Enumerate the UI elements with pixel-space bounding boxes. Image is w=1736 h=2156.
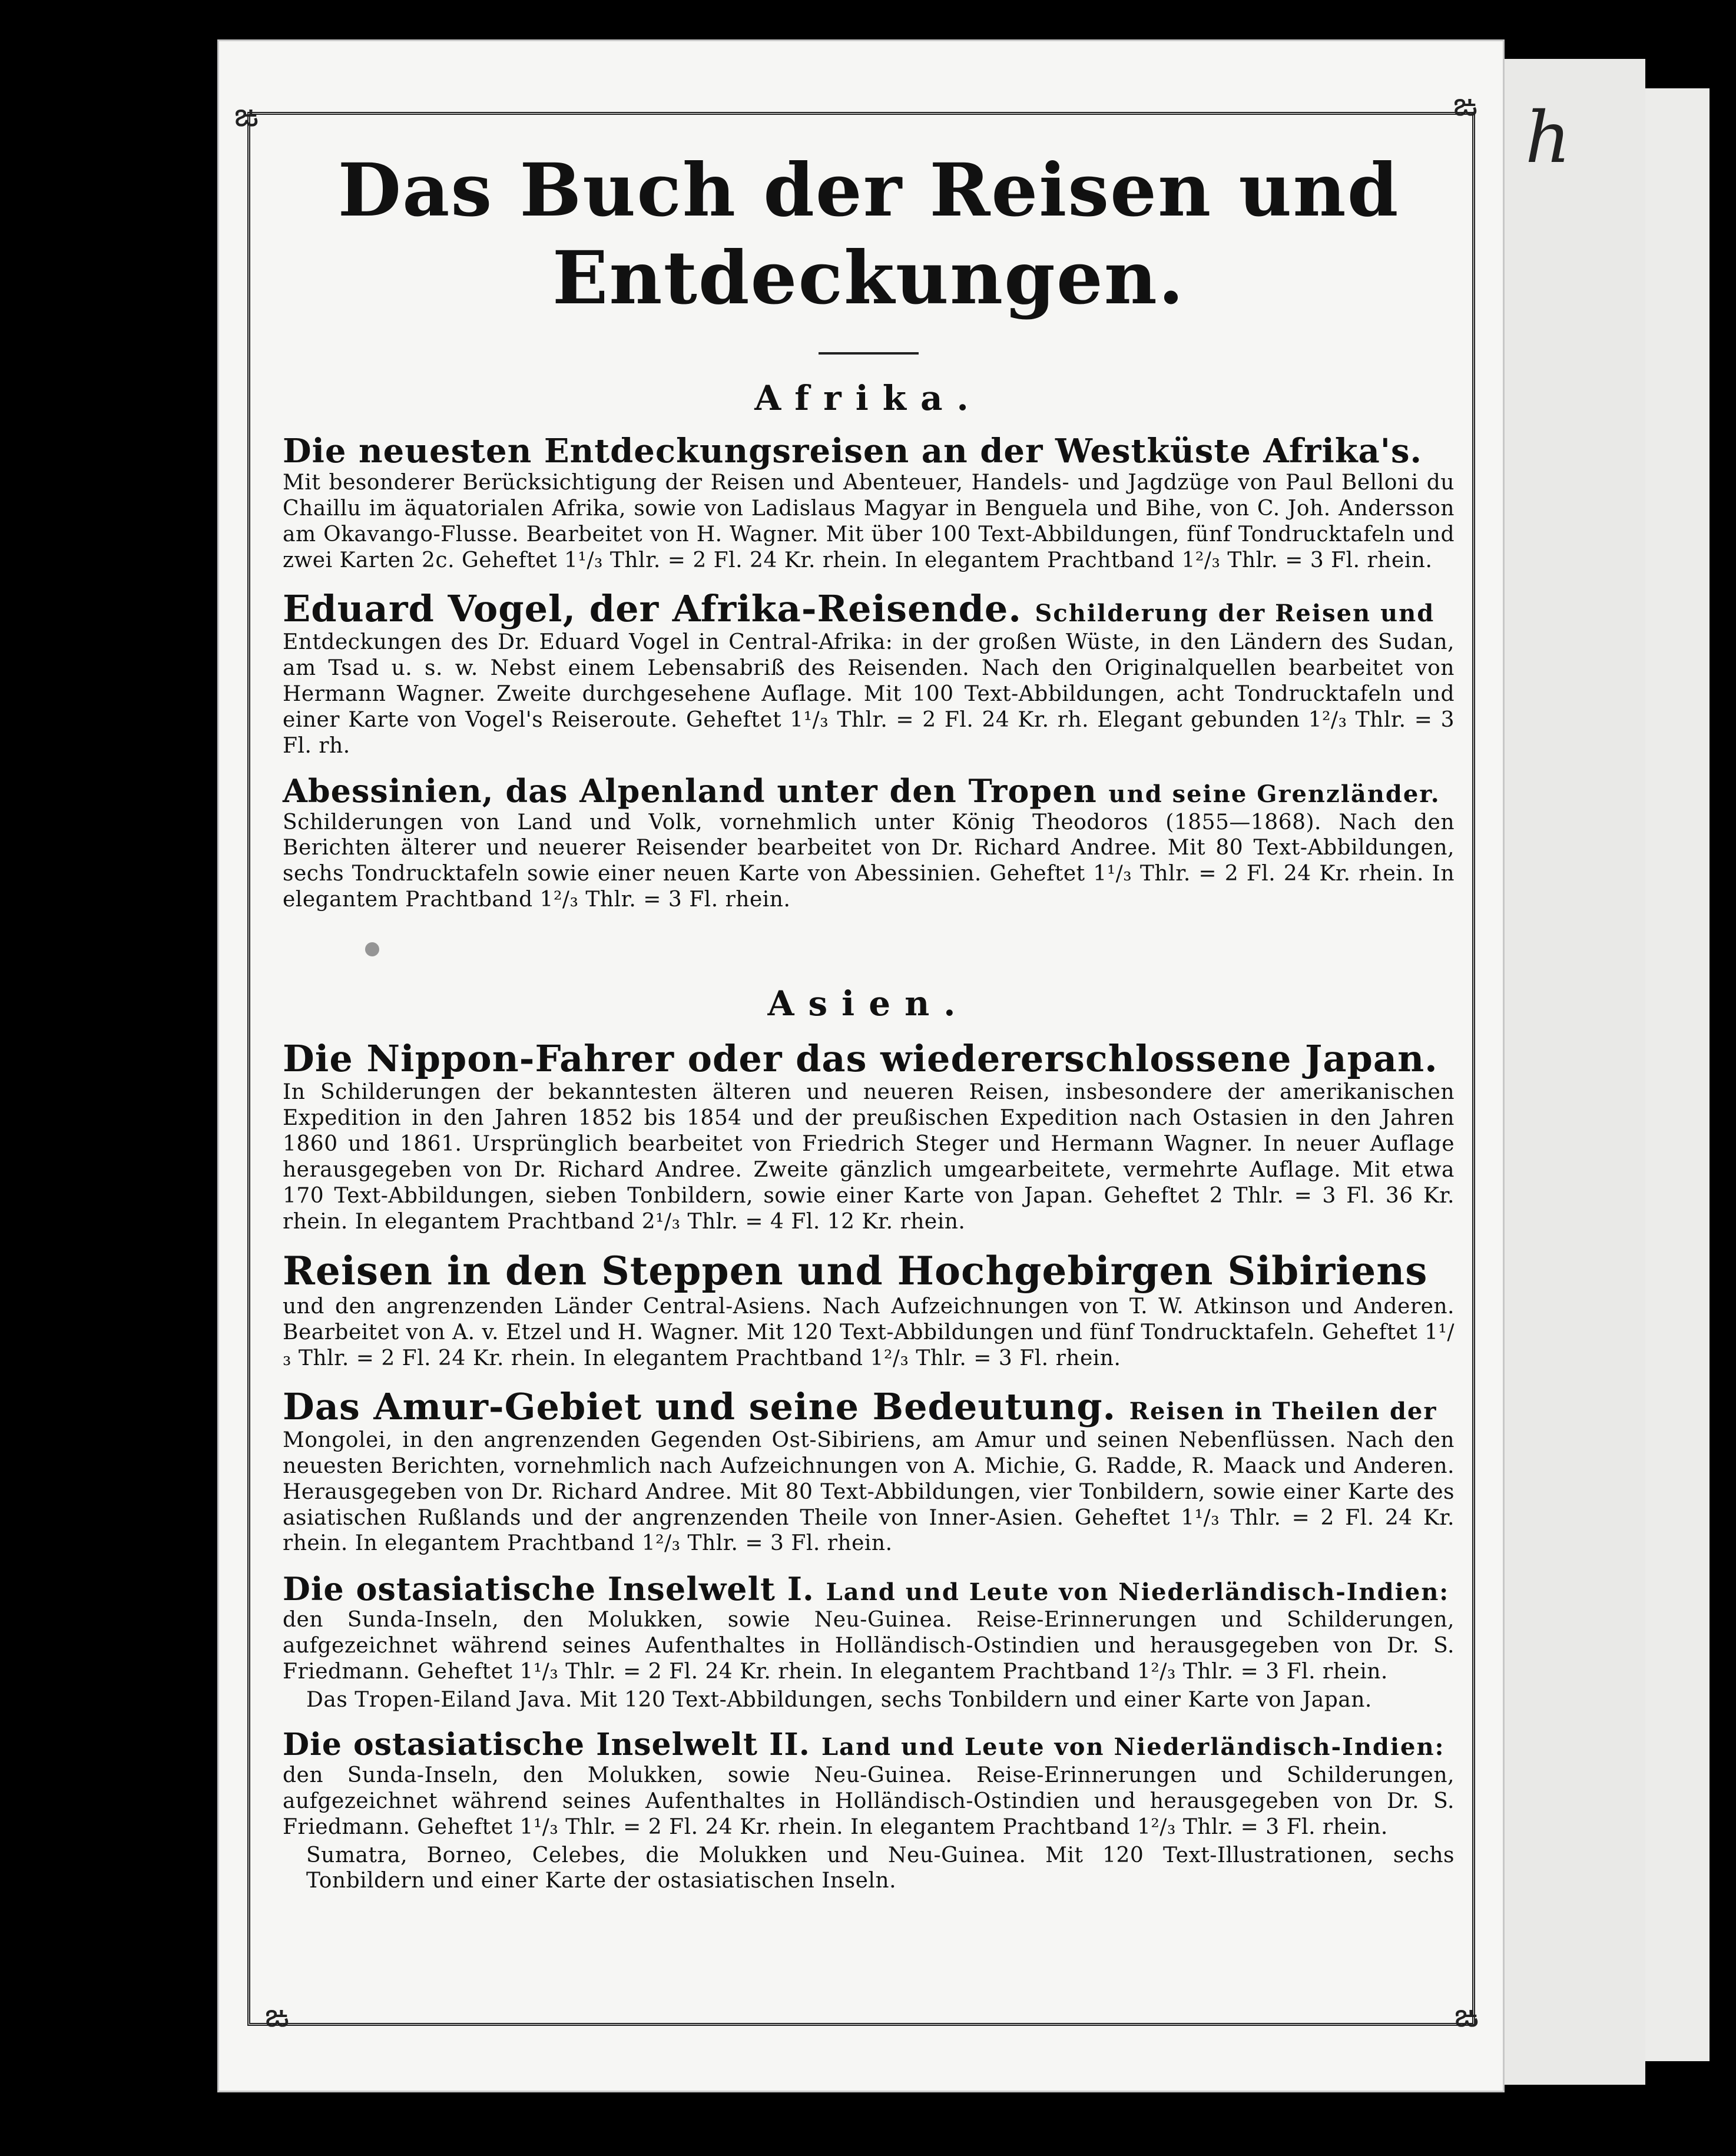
book-description: und den angrenzenden Länder Central-Asiens. Nach Aufzeichnungen von T. W. Atkinson und Anderen. Bearbeitet von A. v. Etzel und H. Wagner. Mit 120 Text-Abbildungen und fünf Tondrucktafeln. Geheftet 1¹/₃ Thlr. = 2 Fl. 24 Kr. rhein. In elegantem Prachtband 1²/₃ Thlr. = 3 Fl. rhein. [283, 1294, 1455, 1370]
book-description-text: den Sunda-Inseln, den Molukken, sowie Neu-Guinea. Reise-Erinnerungen und Schilderungen, aufgezeichnet während seines Aufenthaltes in Holländisch-Ostindien und herausgegeben von Dr. S. Friedmann. Geheftet 1¹/₃ Thlr. = 2 Fl. 24 Kr. rhein. In elegantem Prachtband 1²/₃ Thlr. = 3 Fl. rhein. [283, 1763, 1455, 1839]
book-description: Mit besonderer Berücksichtigung der Reisen und Abenteuer, Handels- und Jagdzüge von Paul Belloni du Chaillu im äquatorialen Afrika, sowie von Ladislaus Magyar in Benguela und Bihe, von C. Joh. Andersson am Okavango-Flusse. Bearbeitet von H. Wagner. Mit über 100 Text-Abbildungen, fünf Tondrucktafeln und zwei Karten 2c. Geheftet 1¹/₃ Thlr. = 2 Fl. 24 Kr. rhein. In elegantem Prachtband 1²/₃ Thlr. = 3 Fl. rhein. [283, 470, 1455, 572]
corner-ornament-icon: ఙ [234, 96, 259, 134]
book-subtitle: Schilderung der Reisen und [1035, 599, 1435, 627]
section-spacer [283, 913, 1455, 966]
book-entry [283, 1571, 1455, 1713]
book-description: Mongolei, in den angrenzenden Gegenden Ost-Sibiriens, am Amur und seinen Nebenflüssen. Nach den neuesten Berichten, vornehmlich nach Aufzeichnungen von A. Michie, G. Radde, R. Maack und Anderen. Herausgegeben von Dr. Richard Andree. Mit 80 Text-Abbildungen, vier Tonbildern, sowie einer Karte des asiatischen Rußlands und der angrenzenden Theile von Inner-Asien. Geheftet 1¹/₃ Thlr. = 2 Fl. 24 Kr. rhein. In elegantem Prachtband 1²/₃ Thlr. = 3 Fl. rhein. [283, 1428, 1455, 1556]
book-description-text: den Sunda-Inseln, den Molukken, sowie Neu-Guinea. Reise-Erinnerungen und Schilderungen, aufgezeichnet während seines Aufenthaltes in Holländisch-Ostindien und herausgegeben von Dr. S. Friedmann. Geheftet 1¹/₃ Thlr. = 2 Fl. 24 Kr. rhein. In elegantem Prachtband 1²/₃ Thlr. = 3 Fl. rhein. [283, 1608, 1455, 1684]
corner-ornament-icon: ఙ [1455, 1996, 1479, 2035]
book-entry [283, 773, 1455, 913]
book-subtitle: Land und Leute von Niederländisch-Indien: [821, 1733, 1445, 1761]
book-title-text: Die ostasiatische Inselwelt I. [283, 1570, 814, 1608]
title-divider [819, 352, 919, 355]
handwritten-mark: h [1525, 97, 1571, 179]
book-entry [283, 1038, 1455, 1235]
page-title: Das Buch der Reisen und Entdeckungen. [337, 148, 1400, 321]
book-entry [283, 588, 1455, 759]
book-entry [283, 432, 1455, 574]
book-description: In Schilderungen der bekanntesten älteren und neueren Reisen, insbesondere der amerikanischen Expedition in den Jahren 1852 bis 1854 und der preußischen Expedition nach Ostasien in den Jahren 1860 und 1861. Ursprünglich bearbeitet von Friedrich Steger und Hermann Wagner. In neuer Auflage herausgegeben von Dr. Richard Andree. Zweite gänzlich umgearbeitete, vermehrte Auflage. Mit etwa 170 Text-Abbildungen, sieben Tonbildern, sowie einer Karte von Japan. Geheftet 2 Thlr. = 3 Fl. 36 Kr. rhein. In elegantem Prachtband 2¹/₃ Thlr. = 4 Fl. 12 Kr. rhein. [283, 1080, 1455, 1234]
book-subtitle: und seine Grenzländer. [1108, 780, 1440, 809]
book-title-text: Abessinien, das Alpenland unter den Tropen [283, 772, 1097, 810]
book-addendum: Das Tropen-Eiland Java. Mit 120 Text-Abbildungen, sechs Tonbildern und einer Karte von Japan. [306, 1688, 1372, 1713]
book-entry [283, 1249, 1455, 1372]
section-heading-asien: Asien. [767, 983, 970, 1024]
section-heading-afrika: Afrika. [754, 377, 983, 418]
book-title-text: Die ostasiatische Inselwelt II. [283, 1727, 810, 1763]
book-subtitle: Reisen in Theilen der [1129, 1397, 1437, 1425]
book-title-text: Die neuesten Entdeckungsreisen an der Westküste Afrika's. [283, 431, 1422, 471]
book-subtitle: Land und Leute von Niederländisch-Indien: [826, 1578, 1450, 1607]
book-title [283, 588, 1455, 630]
book-description [283, 1763, 1455, 1895]
book-title [283, 1038, 1455, 1079]
book-description: Schilderungen von Land und Volk, vornehmlich unter König Theodoros (1855—1868). Nach den Berichten älterer und neuerer Reisender bearbeitet von Dr. Richard Andree. Mit 80 Text-Abbildungen, sechs Tondrucktafeln sowie einer neuen Karte von Abessinien. Geheftet 1¹/₃ Thlr. = 2 Fl. 24 Kr. rhein. In elegantem Prachtband 1²/₃ Thlr. = 3 Fl. rhein. [283, 810, 1455, 912]
book-title [283, 1571, 1455, 1607]
book-title [283, 432, 1455, 470]
book-description [283, 1607, 1455, 1713]
underlying-page-edge [1496, 59, 1645, 2085]
book-addendum: Sumatra, Borneo, Celebes, die Molukken und Neu-Guinea. Mit 120 Text-Illustrationen, sechs Tonbildern und einer Karte der ostasiatischen Inseln. [306, 1843, 1455, 1893]
book-title [283, 1249, 1455, 1294]
book-title [283, 773, 1455, 809]
corner-ornament-icon: ఙ [265, 1996, 289, 2035]
book-title-text: Eduard Vogel, der Afrika-Reisende. [283, 587, 1022, 630]
book-description: Entdeckungen des Dr. Eduard Vogel in Central-Afrika: in der großen Wüste, in den Ländern des Sudan, am Tsad u. s. w. Nebst einem Lebensabriß des Reisenden. Nach den Originalquellen bearbeitet von Hermann Wagner. Zweite durchgesehene Auflage. Mit 100 Text-Abbildungen, acht Tondrucktafeln und einer Karte von Vogel's Reiseroute. Geheftet 1¹/₃ Thlr. = 2 Fl. 24 Kr. rh. Elegant gebunden 1²/₃ Thlr. = 3 Fl. rh. [283, 630, 1455, 758]
book-title [283, 1386, 1455, 1428]
book-title-text: Die Nippon-Fahrer oder das wiedererschlossene Japan. [283, 1037, 1438, 1081]
page-content [283, 124, 1455, 1894]
book-entry [283, 1727, 1455, 1894]
scan-background-left [0, 0, 219, 2156]
book-title [283, 1727, 1455, 1763]
book-title-text: Das Amur-Gebiet und seine Bedeutung. [283, 1385, 1117, 1428]
book-entry [283, 1386, 1455, 1557]
corner-ornament-icon: ఙ [1453, 85, 1477, 124]
book-title-text: Reisen in den Steppen und Hochgebirgen Sibiriens [283, 1247, 1428, 1294]
